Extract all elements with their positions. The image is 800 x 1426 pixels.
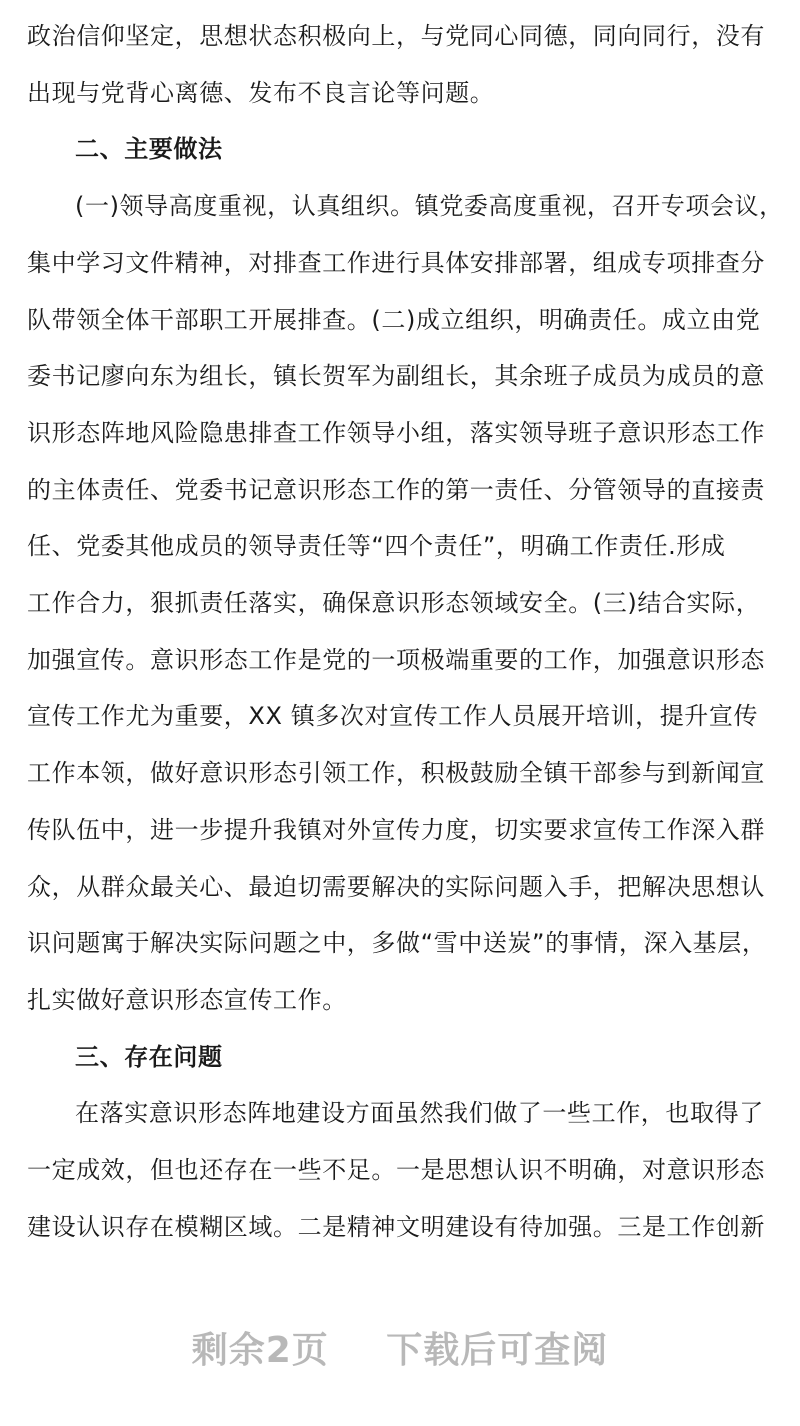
text-line: 扎实做好意识形态宣传工作。 [27, 985, 347, 1014]
text-line: 政治信仰坚定，思想状态积极向上，与党同心同德，同向同行，没有 [27, 22, 765, 50]
text-line: 识形态阵地风险隐患排查工作领导小组，落实领导班子意识形态工作 [27, 418, 765, 447]
text-line: 的主体责任、党委书记意识形态工作的第一责任、分管领导的直接责 [27, 475, 765, 504]
text-line: 出现与党背心离德、发布不良言论等问题。 [27, 78, 495, 107]
text-line: 建设认识存在模糊区域。二是精神文明建设有待加强。三是工作创新 [27, 1212, 765, 1241]
text-line: 任、党委其他成员的领导责任等“四个责任”，明确工作责任.形成 [27, 532, 726, 561]
download-prompt-text[interactable]: 下载后可查阅 [386, 1330, 609, 1371]
text-line: 宣传工作尤为重要，XX 镇多次对宣传工作人员展开培训，提升宣传 [27, 702, 759, 731]
download-banner[interactable] [0, 1322, 800, 1382]
text-line: (一)领导高度重视，认真组织。镇党委高度重视，召开专项会议， [75, 192, 784, 221]
text-line: 工作本领，做好意识形态引领工作，积极鼓励全镇干部参与到新闻宣 [27, 759, 765, 788]
text-line: 委书记廖向东为组长，镇长贺军为副组长，其余班子成员为成员的意 [27, 362, 765, 391]
remaining-pages-text: 剩余2页 [191, 1330, 329, 1371]
text-line: 在落实意识形态阵地建设方面虽然我们做了一些工作，也取得了 [75, 1099, 764, 1128]
document-body [27, 8, 784, 1255]
text-line: 集中学习文件精神，对排查工作进行具体安排部署，组成专项排查分 [27, 248, 765, 277]
text-line: 一定成效，但也还存在一些不足。一是思想认识不明确，对意识形态 [27, 1156, 765, 1185]
section-heading: 二、主要做法 [75, 135, 223, 164]
text-line: 传队伍中，进一步提升我镇对外宣传力度，切实要求宣传工作深入群 [27, 815, 765, 844]
text-line: 工作合力，狠抓责任落实，确保意识形态领域安全。(三)结合实际， [27, 589, 761, 618]
text-line: 众，从群众最关心、最迫切需要解决的实际问题入手，把解决思想认 [27, 872, 765, 901]
text-line: 识问题寓于解决实际问题之中，多做“雪中送炭”的事情，深入基层， [27, 929, 767, 958]
section-heading: 三、存在问题 [75, 1042, 223, 1071]
text-line: 加强宣传。意识形态工作是党的一项极端重要的工作，加强意识形态 [27, 645, 765, 674]
text-line: 队带领全体干部职工开展排查。(二)成立组织，明确责任。成立由党 [27, 305, 761, 334]
